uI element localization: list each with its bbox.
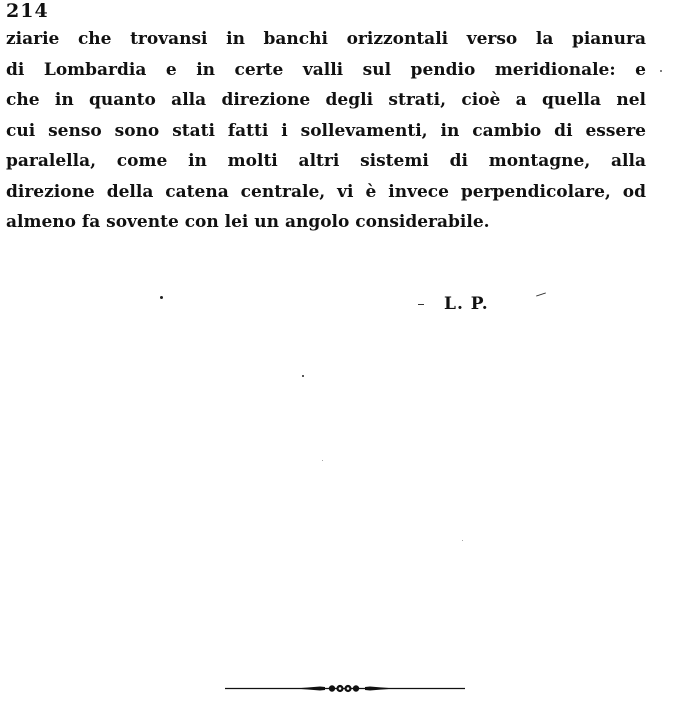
text-line: ziarie che trovansi in banchi orizzontali verso la pianura	[6, 29, 646, 49]
print-mark	[536, 292, 546, 296]
print-speck	[322, 460, 323, 461]
text-line: cui senso sono stati fatti i sollevamenti, in cambio di essere	[6, 120, 646, 141]
text-line: almeno fa sovente con lei un angolo considerabile.	[6, 212, 490, 232]
text-line: che in quanto alla direzione degli strati, cioè a quella nel	[6, 90, 646, 110]
text-line: direzione della catena centrale, vi è invece perpendicolare, od	[6, 181, 646, 202]
print-speck	[660, 70, 662, 72]
ornament-bead	[329, 685, 335, 691]
print-speck	[462, 540, 463, 541]
text-line: paralella, come in molti altri sistemi di montagne, alla	[6, 151, 646, 171]
page-number: 214	[6, 0, 49, 22]
print-mark	[418, 304, 424, 305]
text-line: di Lombardia e in certe valli sul pendio meridionale: e	[6, 59, 646, 80]
print-speck	[302, 375, 304, 377]
end-ornament	[225, 680, 465, 696]
signature: L. P.	[444, 294, 489, 314]
body-text	[6, 24, 646, 238]
print-speck	[160, 296, 163, 299]
ornament-bead	[353, 685, 359, 691]
